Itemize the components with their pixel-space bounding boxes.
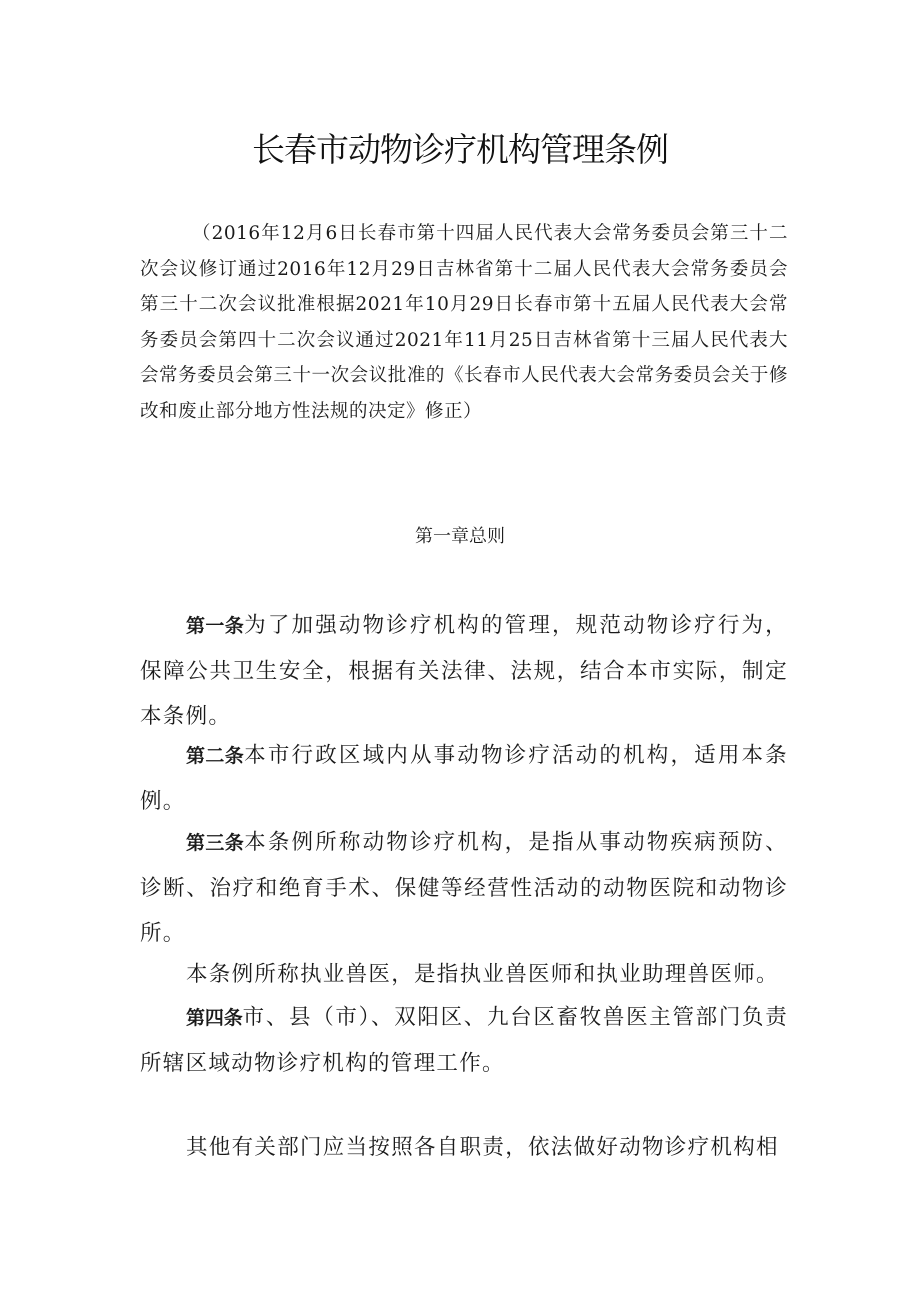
article-2 bbox=[140, 733, 788, 824]
article-4-paragraph-2: 其他有关部门应当按照各自职责，依法做好动物诊疗机构相 bbox=[186, 1135, 779, 1160]
article-label: 第四条 bbox=[186, 1007, 243, 1029]
article-text: 为了加强动物诊疗机构的管理，规范动物诊疗行为，保障公共卫生安全，根据有关法律、法规，结合本市实际，制定本条例。 bbox=[140, 613, 788, 729]
article-text: 本市行政区域内从事动物诊疗活动的机构，适用本条例。 bbox=[140, 743, 788, 814]
article-text: 市、县（市）、双阳区、九台区畜牧兽医主管部门负责所辖区域动物诊疗机构的管理工作。 bbox=[140, 1005, 788, 1076]
article-3-paragraph-2: 本条例所称执业兽医，是指执业兽医师和执业助理兽医师。 bbox=[186, 962, 779, 987]
article-label: 第二条 bbox=[186, 745, 245, 767]
article-4 bbox=[140, 995, 788, 1086]
amendment-note: （2016年12月6日长春市第十四届人民代表大会常务委员会第三十二次会议修订通过2016年12月29日吉林省第十二届人民代表大会常务委员会第三十二次会议批准根据2021年10月29日长春市第十五届人民代表大会常务委员会第四十二次会议通过2021年11月25日吉林省第十三届人民代表大会常务委员会第三十一次会议批准的《长春市人民代表大会常务委员会关于修改和废止部分地方性法规的决定》修正） bbox=[140, 223, 788, 422]
article-text: 本条例所称动物诊疗机构，是指从事动物疾病预防、诊断、治疗和绝育手术、保健等经营性活动的动物医院和动物诊所。 bbox=[140, 830, 788, 946]
article-label: 第三条 bbox=[186, 832, 245, 854]
article-3 bbox=[140, 820, 788, 956]
article-1 bbox=[140, 603, 788, 739]
article-label: 第一条 bbox=[186, 615, 245, 637]
chapter-heading: 第一章总则 bbox=[415, 526, 505, 547]
document-title: 长春市动物诊疗机构管理条例 bbox=[252, 130, 668, 169]
